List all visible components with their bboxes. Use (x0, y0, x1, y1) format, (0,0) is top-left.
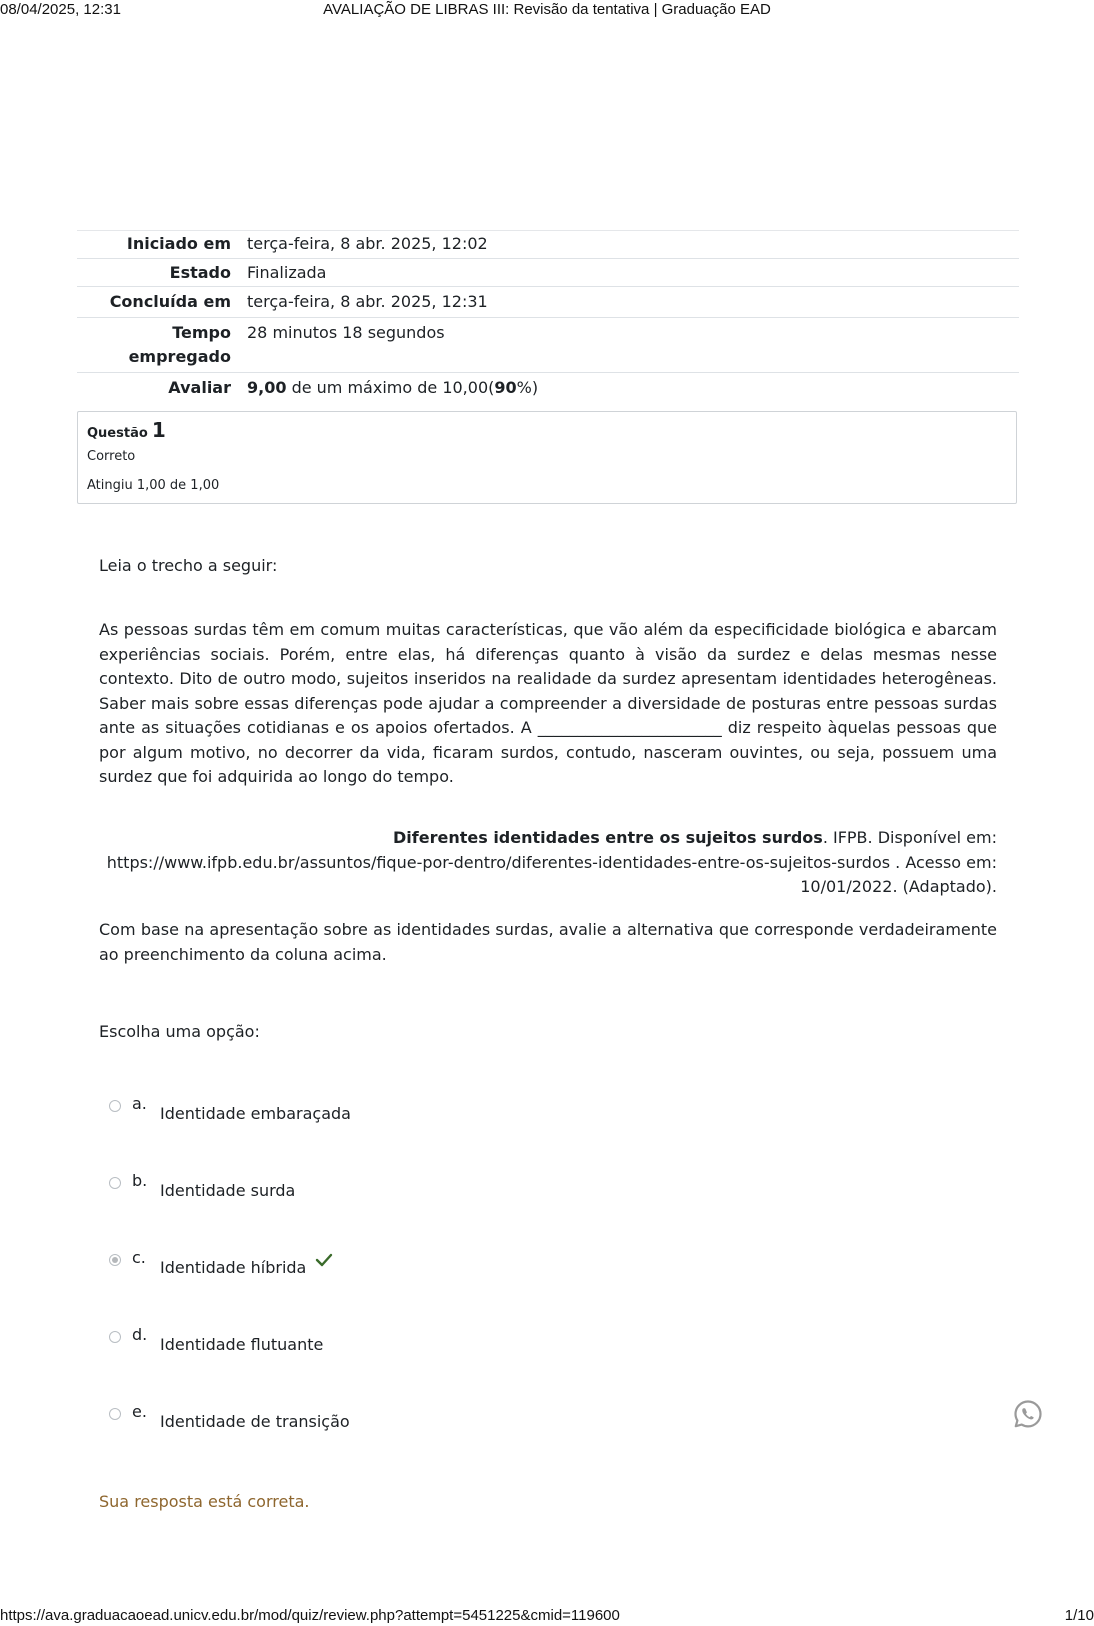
whatsapp-icon[interactable] (1012, 1398, 1044, 1430)
option-letter: b. (132, 1171, 148, 1190)
question-state: Correto (87, 449, 136, 464)
radio-button[interactable] (109, 1331, 121, 1343)
question-quote: As pessoas surdas têm em comum muitas características, que vão além da especificidade biológica e abarcam experiências sociais. Porém, entre elas, há diferenças quanto à visão da surdez e delas mesmas nesse contexto. Dito de outro modo, sujeitos inseridos na realidade da surdez apresentam identidades heterogêneas. Saber mais sobre essas diferenças pode ajudar a compreender a diversidade de posturas entre pessoas surdas ante as situações cotidianas e os apoios ofertados. A _______________________ diz respeito àquelas pessoas que por algum motivo, no decorrer da vida, ficaram surdos, contudo, nasceram ouvintes, ou seja, possuem uma surdez que foi adquirida ao longo do tempo. (99, 620, 997, 786)
grade-value: 9,00 (247, 378, 287, 397)
summary-row-state (77, 259, 1019, 287)
summary-row-started (77, 231, 1019, 259)
question-label: Questão (87, 426, 148, 441)
summary-value: 28 minutos 18 segundos (247, 323, 445, 342)
answer-option-a[interactable] (107, 1094, 607, 1124)
reference-rest: . IFPB. Disponível em: https://www.ifpb.edu.br/assuntos/fique-por-dentro/diferentes-identidades-entre-os-sujeitos-surdos . Acesso em: 10/01/2022. (Adaptado). (106, 828, 997, 896)
question-info-box (77, 411, 1017, 504)
print-page-number: 1/10 (1064, 1607, 1094, 1624)
radio-button[interactable] (109, 1100, 121, 1112)
summary-value: Finalizada (247, 263, 327, 282)
option-letter: d. (132, 1325, 148, 1344)
answer-option-e[interactable] (107, 1402, 607, 1432)
feedback-correct: Sua resposta está correta. (99, 1492, 310, 1511)
summary-value (247, 373, 1019, 404)
option-text: Identidade híbrida (160, 1258, 307, 1277)
summary-label: Iniciado em (126, 234, 231, 253)
grade-percent: 90 (494, 378, 517, 397)
answer-option-b[interactable] (107, 1171, 607, 1201)
print-title: AVALIAÇÃO DE LIBRAS III: Revisão da tentativa | Graduação EAD (323, 1, 771, 18)
radio-button[interactable] (109, 1177, 121, 1189)
grade-suffix: %) (516, 378, 539, 397)
print-url: https://ava.graduacaoead.unicv.edu.br/mod/quiz/review.php?attempt=5451225&cmid=119600 (0, 1607, 620, 1624)
option-text: Identidade de transição (160, 1412, 350, 1431)
summary-row-completed (77, 287, 1019, 318)
question-reference (99, 826, 997, 900)
summary-row-grade (77, 373, 1019, 404)
print-footer (0, 1606, 1094, 1626)
grade-max: de um máximo de 10,00( (286, 378, 495, 397)
option-text: Identidade embaraçada (160, 1104, 351, 1123)
summary-value: terça-feira, 8 abr. 2025, 12:31 (247, 292, 488, 311)
summary-label: Tempo empregado (128, 323, 231, 366)
radio-button[interactable] (109, 1408, 121, 1420)
print-header (0, 0, 1094, 20)
radio-button-selected[interactable] (109, 1254, 121, 1266)
summary-row-time-taken (77, 318, 1019, 373)
option-letter: e. (132, 1402, 147, 1421)
attempt-summary-table (77, 230, 1019, 403)
question-intro: Leia o trecho a seguir: (99, 556, 278, 575)
summary-label: Avaliar (168, 378, 231, 397)
correct-check-icon (315, 1252, 333, 1268)
option-text: Identidade flutuante (160, 1335, 324, 1354)
question-grade: Atingiu 1,00 de 1,00 (87, 478, 220, 493)
question-number-value: 1 (151, 418, 166, 442)
option-text: Identidade surda (160, 1181, 296, 1200)
print-datetime: 08/04/2025, 12:31 (0, 1, 121, 18)
choose-option-label: Escolha uma opção: (99, 1022, 260, 1041)
question-prompt: Com base na apresentação sobre as identidades surdas, avalie a alternativa que corresponde verdadeiramente ao preenchimento da coluna acima. (99, 920, 997, 964)
option-letter: a. (132, 1094, 147, 1113)
option-letter: c. (132, 1248, 146, 1267)
summary-label: Estado (169, 263, 231, 282)
answer-option-c[interactable] (107, 1248, 607, 1278)
answer-option-d[interactable] (107, 1325, 607, 1355)
summary-label: Concluída em (109, 292, 231, 311)
question-number (87, 418, 166, 442)
reference-title: Diferentes identidades entre os sujeitos surdos (393, 828, 823, 847)
summary-value: terça-feira, 8 abr. 2025, 12:02 (247, 234, 488, 253)
